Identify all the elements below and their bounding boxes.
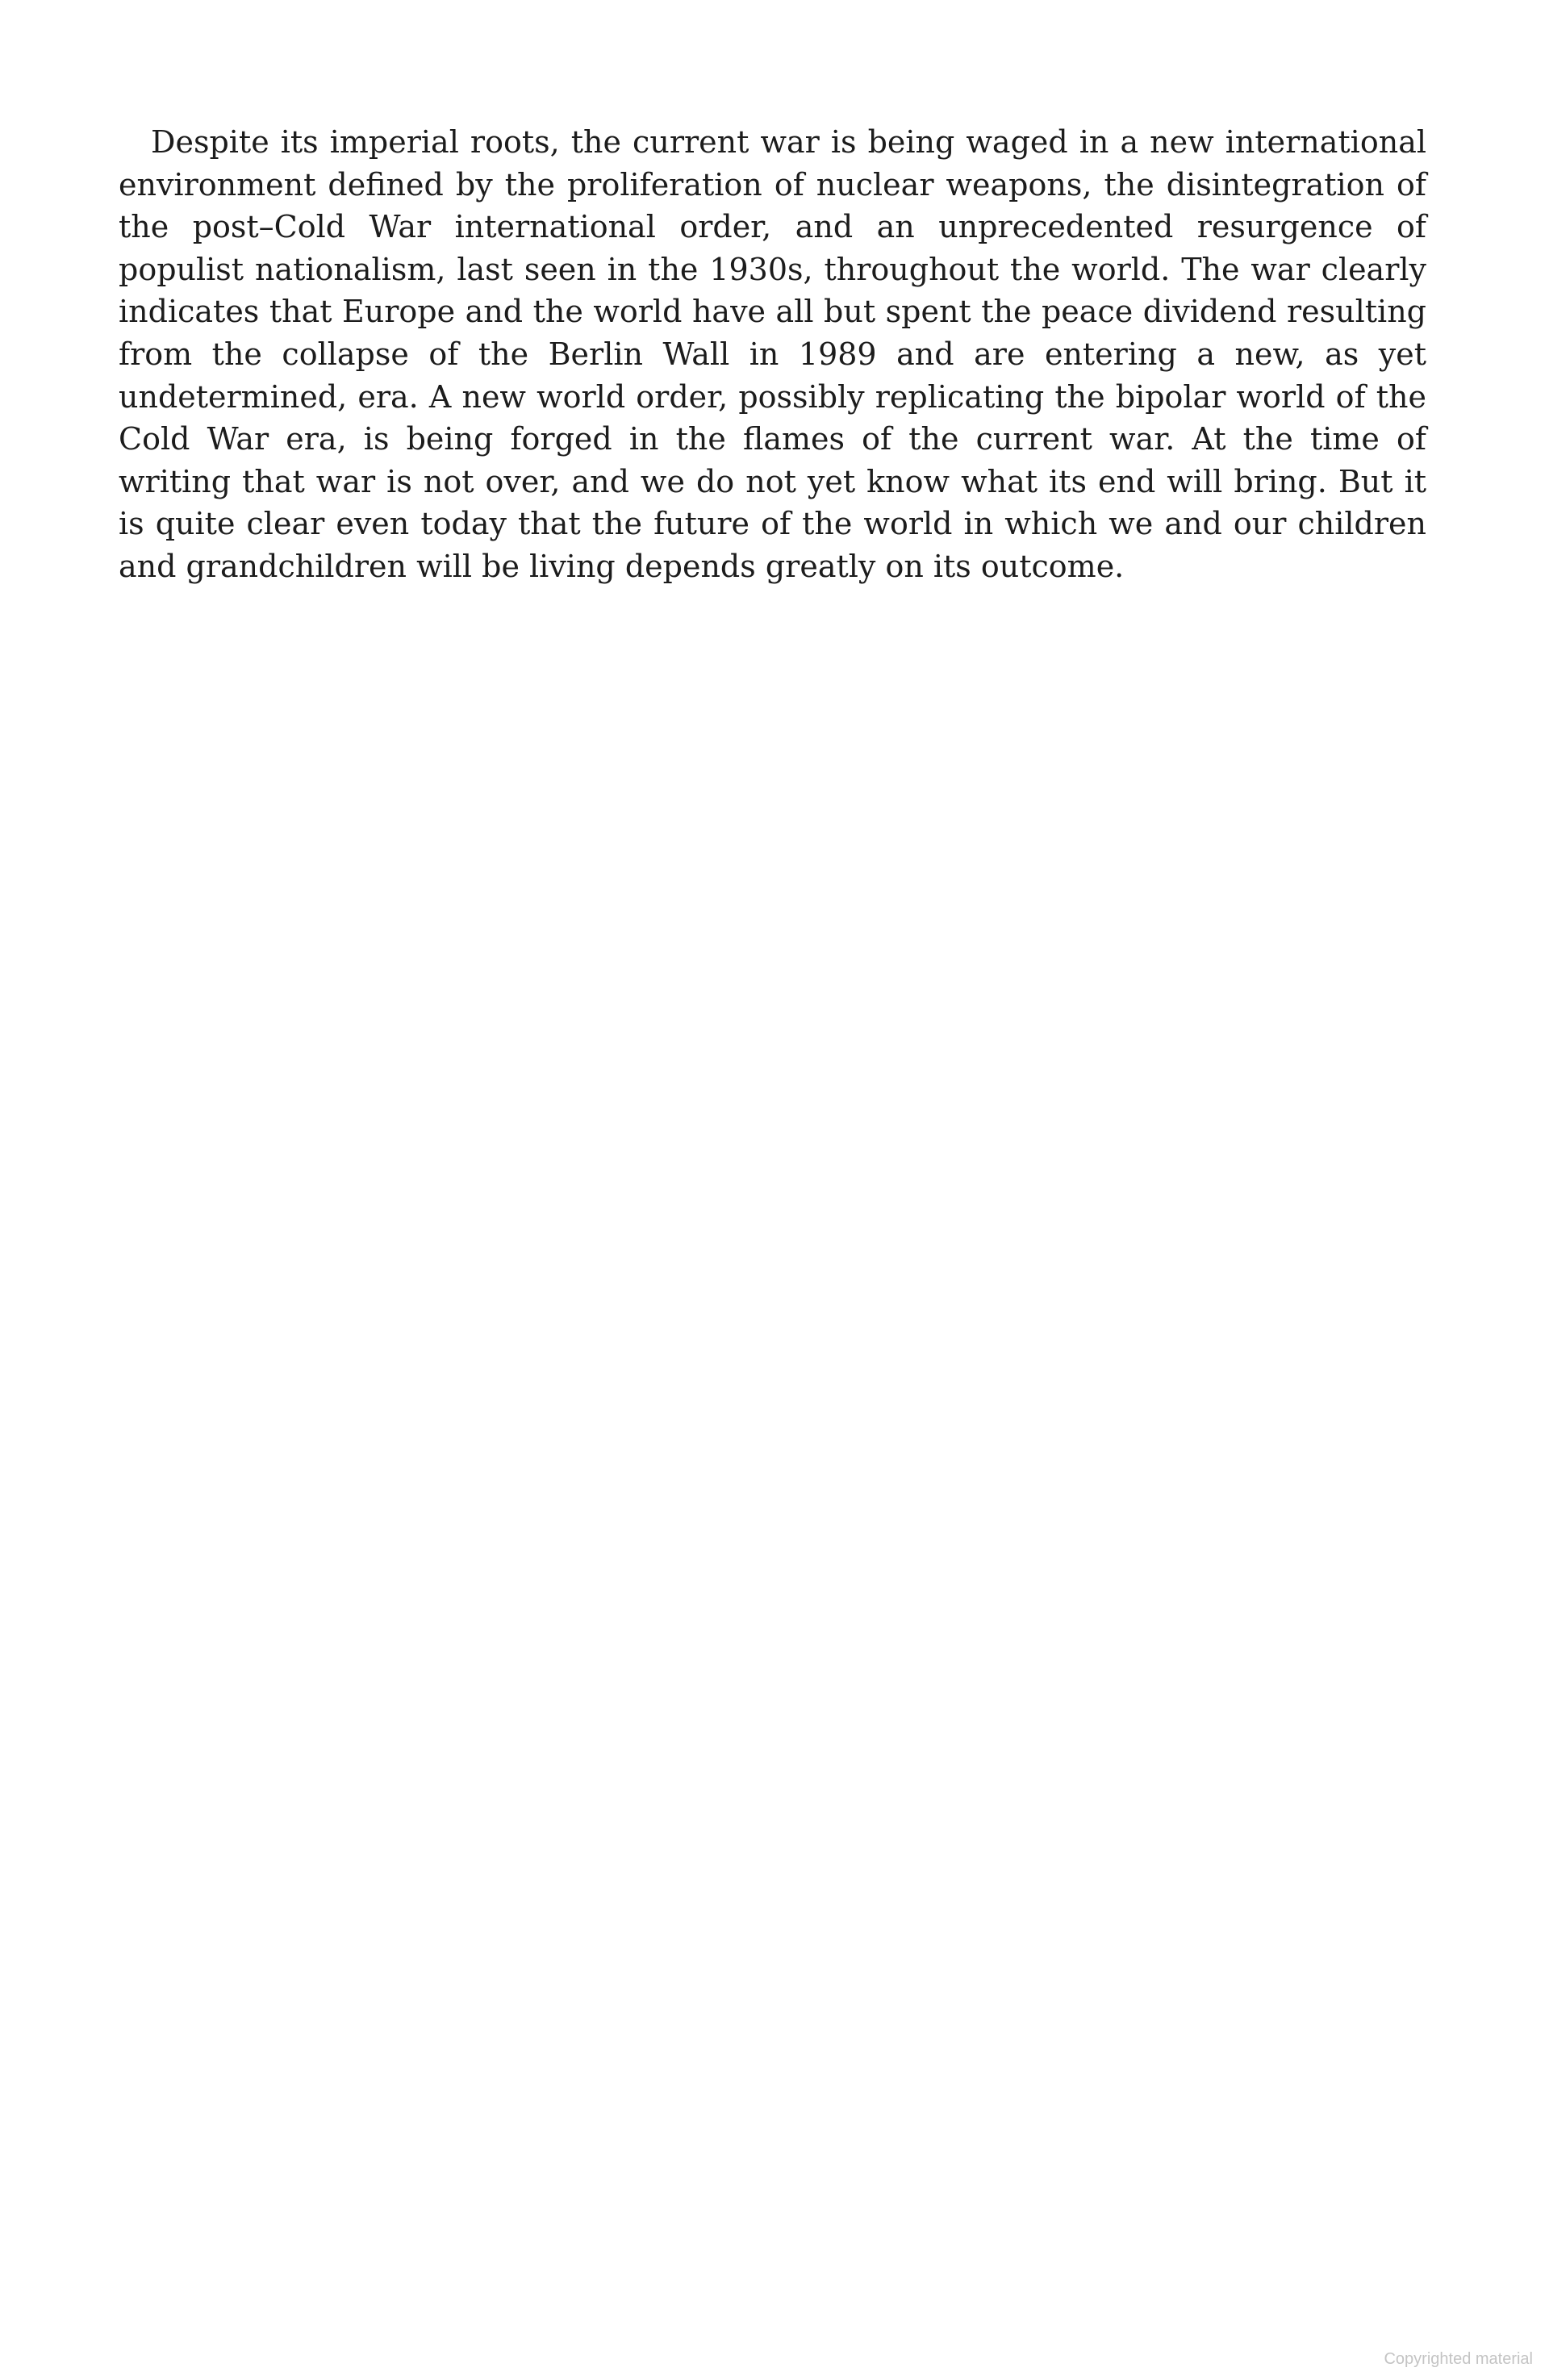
body-paragraph: Despite its imperial roots, the current war is being waged in a new international environment defined by the proliferation of nuclear weapons, the disintegration of the post–Cold War international order, and an unprecedented resurgence of populist nationalism, last seen in the 1930s, throughout the world. The war clearly indicates that Europe and the world have all but spent the peace dividend resulting from the collapse of the Berlin Wall in 1989 and are entering a new, as yet undetermined, era. A new world order, possibly replicating the bipolar world of the Cold War era, is being forged in the flames of the current war. At the time of writing that war is not over, and we do not yet know what its end will bring. But it is quite clear even today that the future of the world in which we and our children and grandchildren will be living depends greatly on its outcome.	[119, 124, 1426, 584]
copyright-watermark: Copyrighted material	[1384, 2350, 1533, 2368]
